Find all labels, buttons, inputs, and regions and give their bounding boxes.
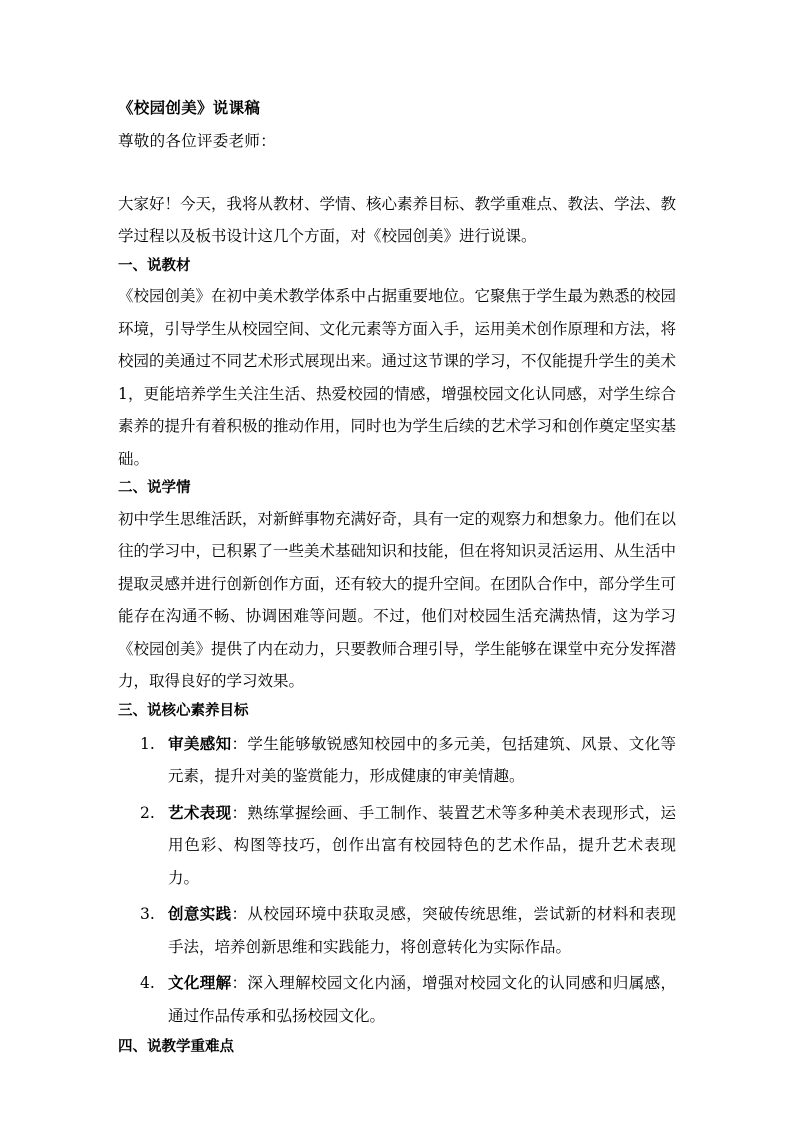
section-body-learners: 初中学生思维活跃，对新鲜事物充满好奇，具有一定的观察力和想象力。他们在以往的学习中，已积累了一些美术基础知识和技能，但在将知识灵活运用、从生活中提取灵感并进行创新创作方面，还有较大的提升空间。在团队合作中，部分学生可能存在沟通不畅、协调困难等问题。不过，他们对校园生活充满热情，这为学习《校园创美》提供了内在动力，只要教师合理引导，学生能够在课堂中充分发挥潜力，取得良好的学习效果。 (118, 509, 677, 691)
list-item-description: ：学生能够敏锐感知校园中的多元美，包括建筑、风景、文化等元素，提升对美的鉴赏能力，形成健康的审美情趣。 (168, 734, 676, 786)
list-number: 1. (140, 734, 155, 753)
list-item (140, 898, 676, 963)
list-item-text (168, 898, 676, 963)
list-item-description: ：熟练掌握绘画、手工制作、装置艺术等多种美术表现形式，运用色彩、构图等技巧，创作出富有校园特色的艺术作品，提升艺术表现力。 (168, 803, 676, 887)
list-item-label: 文化理解 (168, 974, 232, 993)
section-heading-textbook: 一、说教材 (118, 257, 191, 274)
list-item-text (168, 967, 676, 1032)
list-item (140, 797, 676, 895)
list-item-description: ：从校园环境中获取灵感，突破传统思维，尝试新的材料和表现手法，培养创新思维和实践能力，将创意转化为实际作品。 (168, 905, 676, 956)
section-heading-objectives: 三、说核心素养目标 (118, 702, 249, 719)
intro-paragraph: 大家好！今天，我将从教材、学情、核心素养目标、教学重难点、教法、学法、教学过程以及板书设计这几个方面，对《校园创美》进行说课。 (118, 194, 677, 246)
list-item (140, 728, 676, 793)
list-number: 3. (140, 905, 155, 924)
list-number: 2. (140, 803, 155, 822)
section-heading-learners: 二、说学情 (118, 480, 191, 497)
list-item-label: 创意实践 (168, 905, 232, 924)
list-item-label: 审美感知 (168, 734, 232, 753)
document-content (118, 97, 676, 1060)
list-item-label: 艺术表现 (168, 803, 232, 822)
list-number: 4. (140, 974, 155, 993)
salutation: 尊敬的各位评委老师： (118, 131, 277, 150)
list-item (140, 967, 676, 1032)
section-body-textbook: 《校园创美》在初中美术教学体系中占据重要地位。它聚焦于学生最为熟悉的校园环境，引导学生从校园空间、文化元素等方面入手，运用美术创作原理和方法，将校园的美通过不同艺术形式展现出来。通过这节课的学习，不仅能提升学生的美术 1，更能培养学生关注生活、热爱校园的情感，增强校园文化认同感，对学生综合素养的提升有着积极的推动作用，同时也为学生后续的艺术学习和创作奠定坚实基础。 (118, 287, 677, 468)
list-item-text (168, 797, 676, 895)
list-item-text (168, 728, 676, 793)
section-heading-key-points: 四、说教学重难点 (118, 1039, 234, 1056)
list-item-description: ：深入理解校园文化内涵，增强对校园文化的认同感和归属感，通过作品传承和弘扬校园文化。 (168, 974, 676, 1025)
document-title: 《校园创美》说课稿 (118, 99, 261, 117)
blank-line (118, 162, 676, 186)
